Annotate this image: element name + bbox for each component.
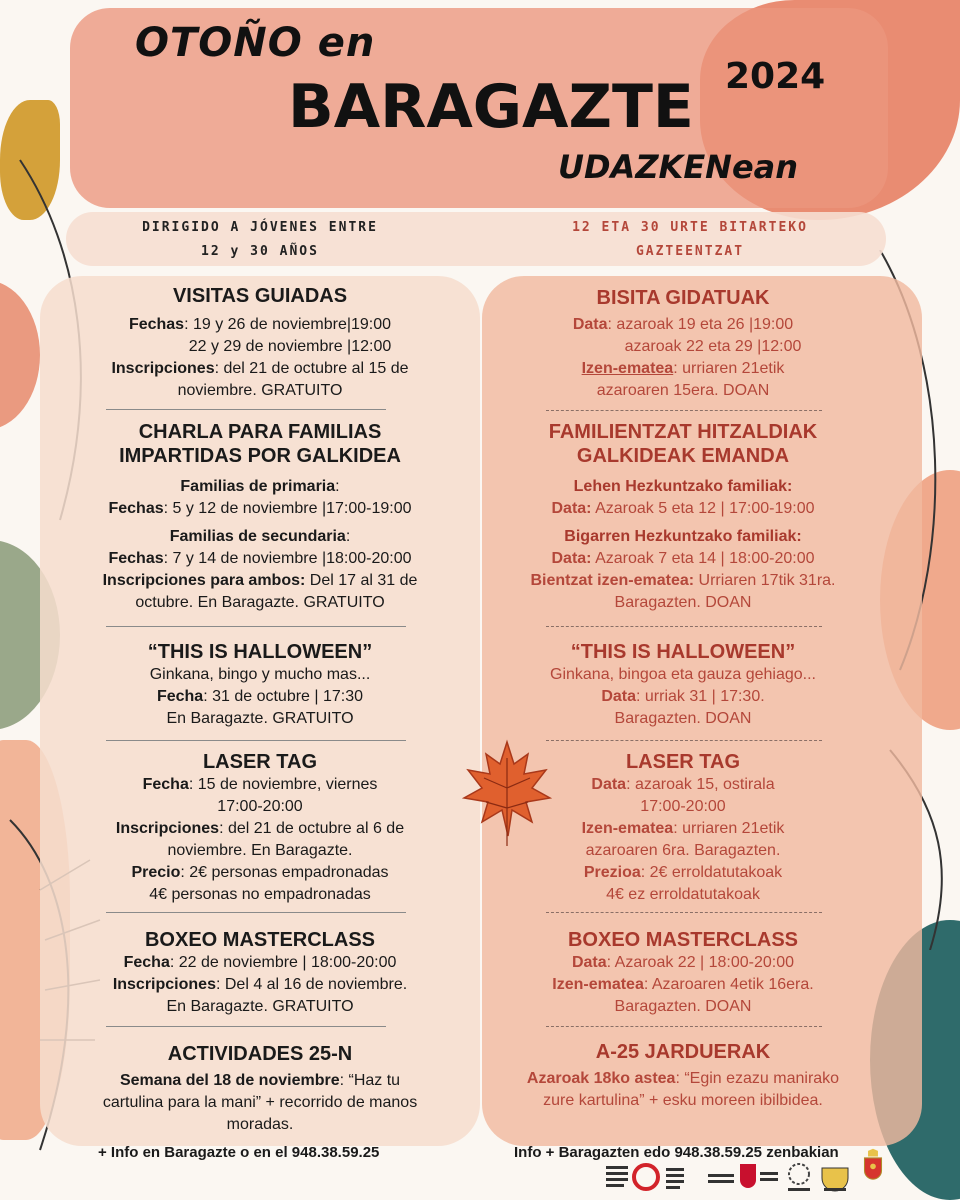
es-visitas-fechas-2: 22 y 29 de noviembre |12:00: [188, 338, 392, 355]
title-line-basque: UDAZKENean: [558, 148, 799, 186]
es-laser-precio-label: Precio: [131, 864, 181, 881]
eu-laser-section: [488, 750, 878, 906]
eu-charla-section: [488, 420, 878, 614]
audience-basque-line-2: GAZTEENTZAT: [635, 244, 745, 259]
es-divider-4: [106, 912, 406, 913]
es-charla-title-2: IMPARTIDAS POR GALKIDEA: [119, 445, 401, 467]
es-boxeo-section: [60, 928, 460, 1018]
es-charla-ambos-label: Inscripciones para ambos:: [102, 572, 306, 589]
eu-charla-bientzat-1: [488, 570, 878, 592]
eu-charla-secundaria-data: [488, 548, 878, 570]
es-charla-secundaria-label: Familias de secundaria: [169, 528, 346, 545]
eu-charla-primaria-data-label: Data:: [551, 500, 592, 517]
eu-boxeo-izen-1: [488, 974, 878, 996]
eu-boxeo-izen-2: Baragazten. DOAN: [614, 998, 752, 1015]
eu-charla-secundaria-data-label: Data:: [551, 550, 592, 567]
es-charla-primaria-fechas-value: : 5 y 12 de noviembre |17:00-19:00: [163, 500, 412, 517]
es-charla-primaria-label: Familias de primaria: [180, 478, 336, 495]
es-visitas-fechas-label: Fechas: [128, 316, 185, 333]
eu-actividades-astea-value-1: : “Egin ezazu manirako: [675, 1070, 840, 1087]
es-laser-insc-1: [60, 818, 460, 840]
eu-laser-izen-value-1: : urriaren 21etik: [673, 820, 785, 837]
es-divider-1: [106, 409, 386, 410]
es-boxeo-fecha: [60, 952, 460, 974]
eu-laser-izen-1: [488, 818, 878, 840]
sponsor-logo-barañain-shield: [858, 1148, 888, 1182]
es-boxeo-fecha-value: : 22 de noviembre | 18:00-20:00: [169, 954, 397, 971]
eu-charla-bientzat-2: Baragazten. DOAN: [614, 594, 752, 611]
es-halloween-title: “THIS IS HALLOWEEN”: [147, 641, 373, 663]
eu-halloween-data-label: Data: [601, 688, 636, 705]
eu-halloween-line-1: Ginkana, bingoa eta gauza gehiago...: [550, 666, 816, 683]
eu-actividades-astea-2: zure kartulina” + esku moreen ibilbidea.: [543, 1092, 823, 1109]
sponsor-logo-round: [784, 1160, 814, 1194]
eu-charla-secundaria-heading: Bigarren Hezkuntzako familiak:: [564, 528, 802, 545]
eu-charla-title-2: GALKIDEAK EMANDA: [576, 445, 790, 467]
eu-boxeo-izen-label: Izen-ematea: [552, 976, 644, 993]
es-laser-precio-2: 4€ personas no empadronadas: [149, 886, 371, 903]
es-visitas-insc-value-1: : del 21 de octubre al 15 de: [214, 360, 409, 377]
title-line-1: OTOÑO en: [135, 20, 376, 66]
eu-divider-5: [546, 1026, 822, 1027]
audience-spanish-line-1: DIRIGIDO A JÓVENES ENTRE: [142, 220, 378, 235]
es-halloween-line-3: En Baragazte. GRATUITO: [166, 710, 354, 727]
eu-visitas-data-2: azaroak 22 eta 29 |12:00: [624, 338, 802, 355]
eu-charla-primaria-data: [488, 498, 878, 520]
eu-charla-primaria-data-value: Azaroak 5 eta 12 | 17:00-19:00: [591, 500, 815, 517]
eu-laser-data-label: Data: [591, 776, 627, 793]
audience-spanish-line-2: 12 y 30 AÑOS: [201, 244, 319, 259]
eu-visitas-izen-value-1: : urriaren 21etik: [673, 360, 785, 377]
audience-spanish: [120, 216, 400, 264]
es-divider-5: [106, 1026, 386, 1027]
es-charla-primaria-fechas: [60, 498, 460, 520]
audience-basque: [540, 216, 840, 264]
es-laser-fecha-label: Fecha: [142, 776, 189, 793]
eu-visitas-data-value-1: : azaroak 19 eta 26 |19:00: [607, 316, 794, 333]
es-charla-secundaria-fechas: [60, 548, 460, 570]
es-charla-secundaria-fechas-label: Fechas: [108, 550, 164, 567]
es-laser-precio-1: [60, 862, 460, 884]
eu-visitas-data-1: [488, 314, 878, 336]
es-actividades-title: ACTIVIDADES 25-N: [167, 1043, 353, 1065]
eu-info-footer: Info + Baragazten edo 948.38.59.25 zenbakian: [514, 1144, 839, 1161]
es-actividades-section: [60, 1042, 460, 1136]
eu-laser-data-value-1: : azaroak 15, ostirala: [626, 776, 775, 793]
es-charla-title-1: CHARLA PARA FAMILIAS: [138, 421, 382, 443]
eu-visitas-data-label: Data: [572, 316, 608, 333]
es-halloween-section: [60, 640, 460, 730]
es-charla-secundaria-fechas-value: : 7 y 14 de noviembre |18:00-20:00: [163, 550, 412, 567]
es-charla-ambos-value-1: Del 17 al 31 de: [305, 572, 418, 589]
es-halloween-fecha: [60, 686, 460, 708]
eu-halloween-section: [488, 640, 878, 730]
es-visitas-insc-label: Inscripciones: [111, 360, 215, 377]
es-laser-insc-value-1: : del 21 de octubre al 6 de: [219, 820, 405, 837]
eu-boxeo-data-value: : Azaroak 22 | 18:00-20:00: [606, 954, 795, 971]
title-main: BARAGAZTE: [288, 72, 694, 142]
es-charla-primaria-fechas-label: Fechas: [108, 500, 164, 517]
eu-charla-title-1: FAMILIENTZAT HITZALDIAK: [548, 421, 818, 443]
es-actividades-semana-2: cartulina para la mani” + recorrido de manos: [102, 1094, 418, 1111]
es-laser-insc-2: noviembre. En Baragazte.: [167, 842, 353, 859]
eu-laser-prezioa-1: [488, 862, 878, 884]
es-laser-section: [60, 750, 460, 906]
es-halloween-fecha-value: : 31 de octubre | 17:30: [203, 688, 364, 705]
es-charla-secundaria-heading: [60, 526, 460, 548]
es-laser-title: LASER TAG: [202, 751, 318, 773]
es-boxeo-insc-value-1: : Del 4 al 16 de noviembre.: [215, 976, 408, 993]
es-actividades-semana-label: Semana del 18 de noviembre: [119, 1072, 340, 1089]
eu-laser-prezioa-label: Prezioa: [583, 864, 641, 881]
eu-halloween-line-3: Baragazten. DOAN: [614, 710, 752, 727]
es-actividades-semana-1: [60, 1070, 460, 1092]
es-boxeo-fecha-label: Fecha: [123, 954, 170, 971]
eu-charla-primaria-heading: Lehen Hezkuntzako familiak:: [573, 478, 793, 495]
eu-actividades-title: A-25 JARDUERAK: [595, 1041, 771, 1063]
eu-laser-title: LASER TAG: [625, 751, 741, 773]
eu-charla-bientzat-value-1: Urriaren 17tik 31ra.: [694, 572, 836, 589]
sponsor-logo-instituto-juventud: [606, 1160, 660, 1194]
eu-divider-2: [546, 626, 822, 627]
eu-laser-izen-2: azaroaren 6ra. Baragazten.: [585, 842, 781, 859]
es-divider-2: [106, 626, 406, 627]
eu-laser-data-2: 17:00-20:00: [640, 798, 726, 815]
eu-actividades-astea-1: [488, 1068, 878, 1090]
eu-halloween-data-value: : urriak 31 | 17:30.: [636, 688, 765, 705]
es-visitas-insc-1: [60, 358, 460, 380]
es-halloween-fecha-label: Fecha: [156, 688, 204, 705]
audience-basque-line-1: 12 ETA 30 URTE BITARTEKO: [572, 220, 808, 235]
es-charla-ambos-2: octubre. En Baragazte. GRATUITO: [135, 594, 385, 611]
eu-laser-izen-label: Izen-ematea: [581, 820, 674, 837]
eu-halloween-title: “THIS IS HALLOWEEN”: [570, 641, 796, 663]
es-charla-secundaria-colon: :: [345, 528, 351, 545]
es-laser-fecha-value-1: : 15 de noviembre, viernes: [188, 776, 378, 793]
eu-boxeo-data-label: Data: [571, 954, 607, 971]
es-actividades-semana-value-1: : “Haz tu: [339, 1072, 401, 1089]
es-visitas-title: VISITAS GUIADAS: [172, 285, 348, 307]
es-boxeo-insc-2: En Baragazte. GRATUITO: [166, 998, 354, 1015]
eu-laser-prezioa-2: 4€ ez erroldatutakoak: [606, 886, 760, 903]
es-visitas-fechas-value-1: : 19 y 26 de noviembre|19:00: [184, 316, 392, 333]
eu-visitas-izen-2: azaroaren 15era. DOAN: [596, 382, 770, 399]
es-laser-insc-label: Inscripciones: [115, 820, 220, 837]
eu-divider-4: [546, 912, 822, 913]
es-visitas-fechas-1: [60, 314, 460, 336]
es-visitas-section: [60, 284, 460, 402]
eu-laser-prezioa-value-1: : 2€ erroldatutakoak: [640, 864, 783, 881]
sponsor-logo-small-crest: [818, 1160, 852, 1194]
eu-charla-bientzat-label: Bientzat izen-ematea:: [530, 572, 695, 589]
es-boxeo-title: BOXEO MASTERCLASS: [144, 929, 376, 951]
eu-boxeo-section: [488, 928, 878, 1018]
es-halloween-line-1: Ginkana, bingo y mucho mas...: [149, 666, 371, 683]
es-visitas-insc-2: noviembre. GRATUITO: [177, 382, 343, 399]
eu-halloween-data: [488, 686, 878, 708]
es-laser-fecha-1: [60, 774, 460, 796]
sponsor-logo-navarra-shield: [708, 1160, 778, 1194]
es-boxeo-insc-label: Inscripciones: [112, 976, 216, 993]
es-info-footer: + Info en Baragazte o en el 948.38.59.25: [98, 1144, 380, 1161]
eu-boxeo-data: [488, 952, 878, 974]
es-charla-primaria-colon: :: [335, 478, 340, 495]
eu-boxeo-title: BOXEO MASTERCLASS: [567, 929, 799, 951]
eu-charla-secundaria-data-value: Azaroak 7 eta 14 | 18:00-20:00: [591, 550, 815, 567]
eu-divider-3: [546, 740, 822, 741]
eu-visitas-section: [488, 286, 878, 402]
es-charla-primaria-heading: [60, 476, 460, 498]
sponsor-logo-gobierno-navarra: [666, 1160, 706, 1194]
eu-visitas-izen-1: [488, 358, 878, 380]
eu-laser-data-1: [488, 774, 878, 796]
es-divider-3: [106, 740, 406, 741]
title-year: 2024: [725, 56, 826, 97]
eu-actividades-section: [488, 1040, 878, 1112]
es-laser-fecha-2: 17:00-20:00: [217, 798, 303, 815]
eu-visitas-title: BISITA GIDATUAK: [596, 287, 770, 309]
es-boxeo-insc-1: [60, 974, 460, 996]
eu-actividades-astea-label: Azaroak 18ko astea: [526, 1070, 676, 1087]
es-actividades-semana-3: moradas.: [226, 1116, 294, 1133]
eu-boxeo-izen-value-1: : Azaroaren 4etik 16era.: [643, 976, 814, 993]
eu-visitas-izen-label: Izen-ematea: [581, 360, 674, 377]
es-laser-precio-value-1: : 2€ personas empadronadas: [180, 864, 389, 881]
es-charla-section: [60, 420, 460, 614]
es-charla-ambos-1: [60, 570, 460, 592]
eu-divider-1: [546, 410, 822, 411]
